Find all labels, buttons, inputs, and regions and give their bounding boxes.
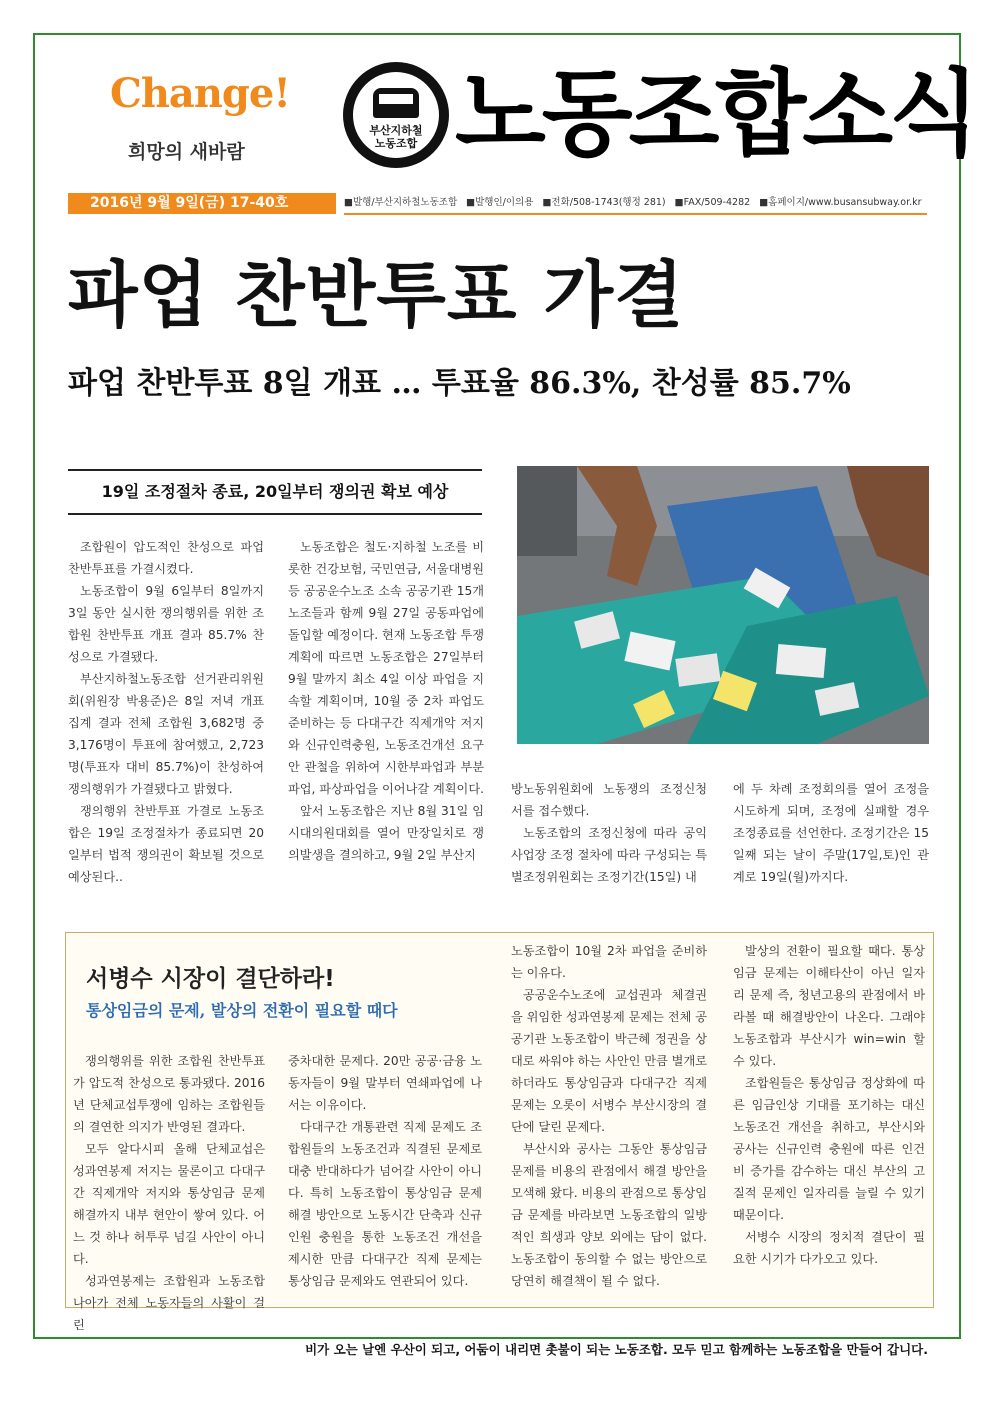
info-fax: ■FAX/509-4282: [674, 197, 751, 208]
paragraph: 에 두 차례 조정회의를 열어 조정을 시도하게 되며, 조정에 실패할 경우 조정종료를 선언한다. 조정기간은 15일째 되는 날이 주말(17일,토)인 관계로 19일(월)까지다.: [733, 782, 929, 884]
paragraph: 서병수 시장의 정치적 결단이 필요한 시기가 다가오고 있다.: [733, 1230, 925, 1266]
article-column-2: [288, 536, 484, 866]
info-homepage: ■홈페이지/www.busansubway.or.kr: [759, 197, 922, 208]
paragraph: 쟁의행위 찬반투표 가결로 노동조합은 19일 조정절차가 종료되면 20일부터 법적 쟁의권이 확보될 것으로 예상된다..: [68, 804, 264, 884]
seal-text-line1: 부산지하철: [369, 124, 423, 137]
section-heading: 19일 조정절차 종료, 20일부터 쟁의권 확보 예상: [68, 469, 482, 515]
main-headline: 파업 찬반투표 가결: [68, 253, 685, 337]
paragraph: 노동조합이 9월 6일부터 8일까지 3일 동안 실시한 쟁의행위를 위한 조합원 찬반투표 개표 결과 85.7% 찬성으로 가결됐다.: [68, 584, 264, 664]
paragraph: 조합원이 압도적인 찬성으로 파업 찬반투표를 가결시켰다.: [68, 540, 264, 576]
editorial-subtitle: 통상임금의 문제, 발상의 전환이 필요할 때다: [86, 1001, 398, 1020]
paragraph: 방노동위원회에 노동쟁의 조정신청서를 접수했다.: [511, 782, 707, 818]
seal-text-line2: 노동조합: [374, 137, 418, 150]
footer-slogan: 비가 오는 날엔 우산이 되고, 어둠이 내리면 촛불이 되는 노동조합. 모두 믿고 함께하는 노동조합을 만들어 갑니다.: [305, 1342, 928, 1357]
paragraph: 노동조합은 철도·지하철 노조를 비롯한 건강보험, 국민연금, 서울대병원 등 공공운수노조 소속 공공기관 15개 노조들과 함께 9월 27일 공동파업에 돌입할 예정이다. 현재 노동조합 투쟁계획에 따르면 노동조합은 27일부터 9월 말까지 최소 4일 이상 파업을 지속할 계획이며, 10월 중 2차 파업도 준비하는 등 다대구간 직제개악 저지와 신규인력충원, 노동조건개선 요구안 관철을 위하여 시한부파업과 부분파업, 파상파업을 이어나갈 계획이다.: [288, 540, 484, 796]
info-issuer: ■발행인/이의용: [466, 197, 534, 208]
paragraph: 중차대한 문제다. 20만 공공·금융 노동자들이 9월 말부터 연쇄파업에 나서는 이유이다.: [288, 1054, 482, 1112]
photo-illustration: [517, 466, 929, 744]
editorial-column-4: [733, 940, 925, 1270]
paragraph: 성과연봉제는 조합원과 노동조합 나아가 전체 노동자들의 사활이 걸린: [73, 1274, 265, 1332]
paragraph: 모두 알다시피 올해 단체교섭은 성과연봉제 저지는 물론이고 다대구간 직제개악 저지와 통상임금 문제 해결까지 내부 현안이 쌓여 있다. 어느 것 하나 허투루 넘길 사안이 아니다.: [73, 1142, 265, 1266]
paragraph: 노동조합이 10월 2차 파업을 준비하는 이유다.: [511, 944, 707, 980]
info-publisher: ■발행/부산지하철노동조합: [344, 197, 458, 208]
article-column-3: [511, 778, 707, 888]
logo-slogan: 희망의 새바람: [128, 141, 245, 163]
paragraph: 다대구간 개통관련 직제 문제도 조합원들의 노동조건과 직결된 문제로 대충 반대하다가 넘어갈 사안이 아니다. 특히 노동조합이 통상임금 문제 해결 방안으로 노동시간 단축과 신규인원 충원을 통한 노동조건 개선을 제시한 만큼 다대구간 직제 문제는 통상임금 문제와도 연관되어 있다.: [288, 1120, 482, 1288]
union-seal-logo: [343, 62, 449, 168]
editorial-title: 서병수 시장이 결단하라!: [86, 966, 335, 992]
article-column-1: [68, 536, 264, 888]
paragraph: 조합원들은 통상임금 정상화에 따른 임금인상 기대를 포기하는 대신 노동조건 개선을 취하고, 부산시와 공사는 신규인력 충원에 따른 인건비 증가를 감수하는 대신 부산의 고질적 문제인 일자리를 늘릴 수 있기 때문이다.: [733, 1076, 925, 1222]
paragraph: 부산지하철노동조합 선거관리위원회(위원장 박용준)은 8일 저녁 개표 집계 결과 전체 조합원 3,682명 중 3,176명이 투표에 참여했고, 2,723명(투표자 대비 85.7%)이 찬성하여 쟁의행위가 가결됐다고 밝혔다.: [68, 672, 264, 796]
paragraph: 쟁의행위를 위한 조합원 찬반투표가 압도적 찬성으로 통과됐다. 2016년 단체교섭투쟁에 임하는 조합원들의 결연한 의지가 반영된 결과다.: [73, 1054, 265, 1134]
paragraph: 발상의 전환이 필요할 때다. 통상임금 문제는 이해타산이 아닌 일자리 문제 즉, 청년고용의 관점에서 바라볼 때 해결방안이 나온다. 그래야 노동조합과 부산시가 win=win 할 수 있다.: [733, 944, 925, 1068]
paragraph: 앞서 노동조합은 지난 8월 31일 임시대의원대회를 열어 만장일치로 쟁의발생을 결의하고, 9월 2일 부산지: [288, 804, 484, 862]
publisher-info: [344, 195, 927, 215]
editorial-column-3: [511, 940, 707, 1292]
seal-text: [359, 124, 433, 150]
ballot-counting-photo: [517, 466, 929, 744]
editorial-column-1: [73, 1050, 265, 1336]
subway-train-icon: [373, 88, 419, 118]
paragraph: 공공운수노조에 교섭권과 체결권을 위임한 성과연봉제 문제는 전체 공공기관 노동조합이 박근혜 정권을 상대로 싸워야 하는 사안인 만큼 별개로 하더라도 통상임금과 다대구간 직제 문제는 오롯이 서병수 부산시장의 결단에 달린 문제다.: [511, 988, 707, 1134]
info-phone: ■전화/508-1743(행정 281): [542, 197, 666, 208]
masthead-title: 노동조합소식: [455, 60, 976, 169]
change-logo: Change!: [110, 70, 290, 117]
issue-dateline: 2016년 9월 9일(금) 17-40호: [68, 193, 336, 214]
paragraph: 노동조합의 조정신청에 따라 공익사업장 조정 절차에 따라 구성되는 특별조정위원회는 조정기간(15일) 내: [511, 826, 707, 884]
paragraph: 부산시와 공사는 그동안 통상임금 문제를 비용의 관점에서 해결 방안을 모색해 왔다. 비용의 관점으로 통상임금 문제를 바라보면 노동조합의 일방적인 희생과 양보 외에는 답이 없다. 노동조합이 동의할 수 없는 방안으로 당연히 해결책이 될 수 없다.: [511, 1142, 707, 1288]
article-column-4: [733, 778, 929, 888]
editorial-column-2: [288, 1050, 482, 1292]
main-subheadline: 파업 찬반투표 8일 개표 … 투표율 86.3%, 찬성률 85.7%: [68, 366, 851, 401]
